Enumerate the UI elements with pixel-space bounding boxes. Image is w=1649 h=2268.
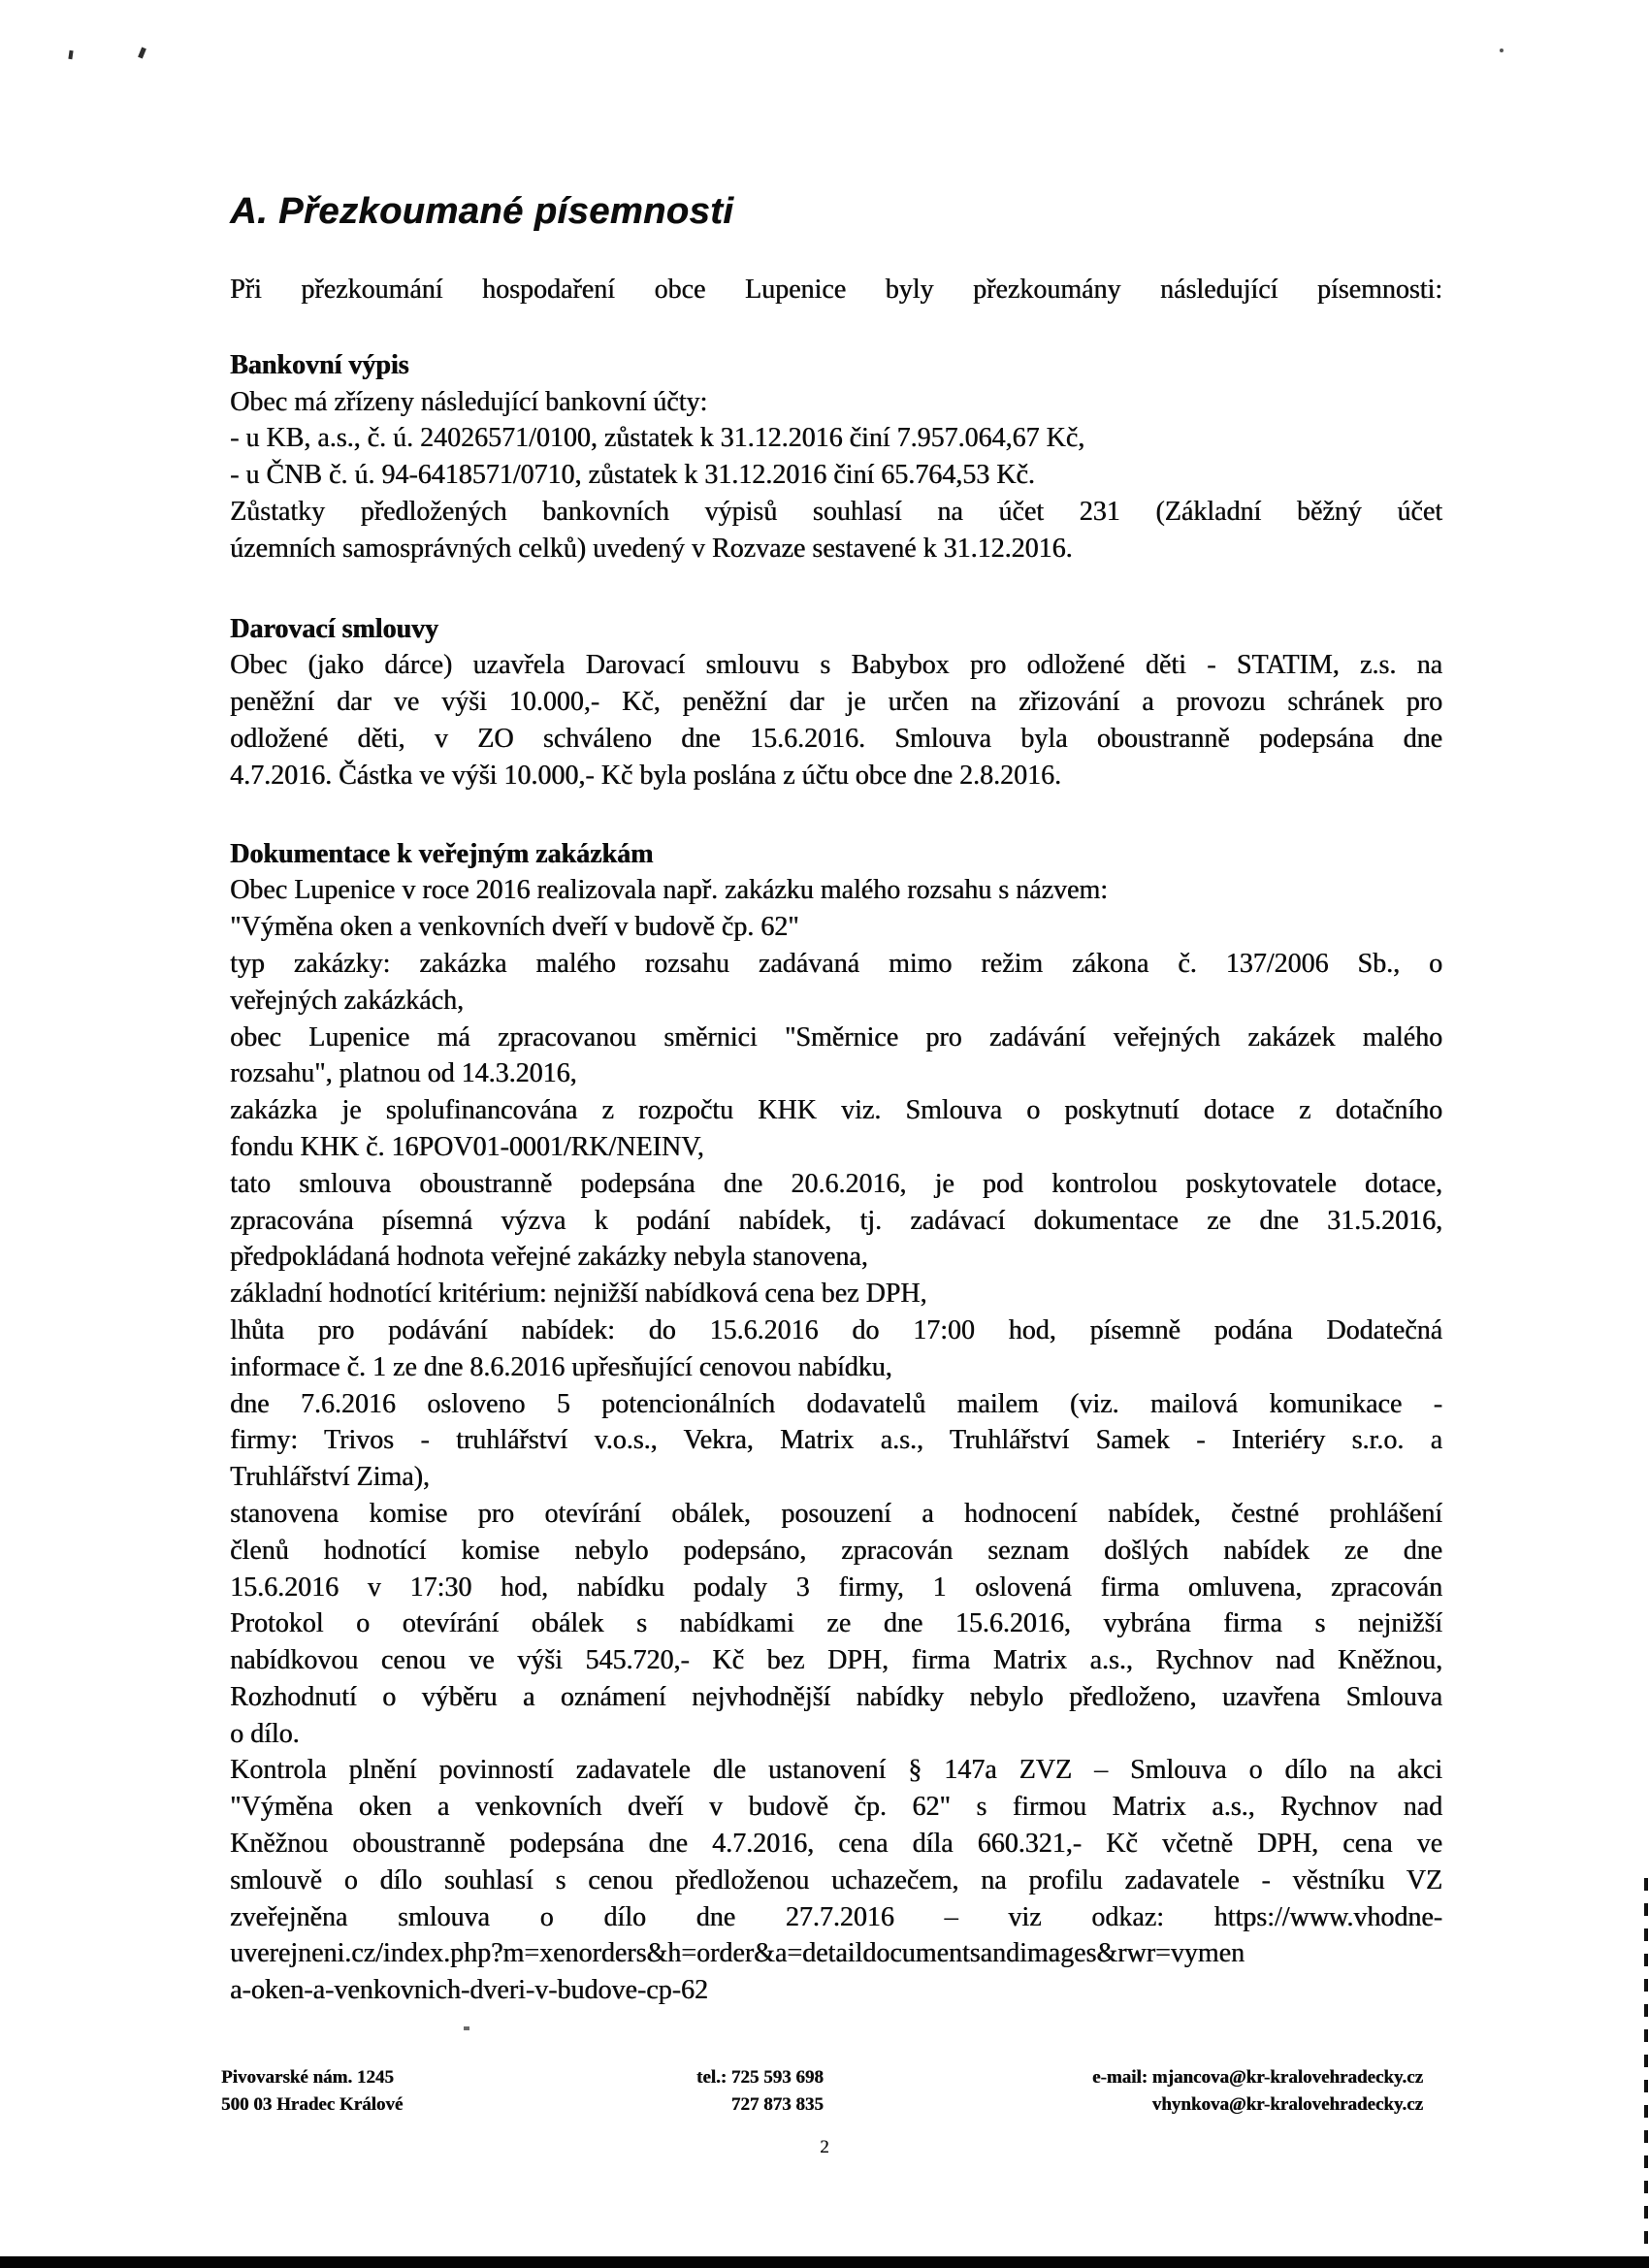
text-line: "Výměna oken a venkovních dveří v budově čp. 62" bbox=[230, 912, 799, 943]
text-line: typ zakázky: zakázka malého rozsahu zadávaná mimo režim zákona č. 137/2006 Sb., o bbox=[230, 948, 1442, 979]
section-lines bbox=[230, 384, 1442, 567]
text-line: uverejneni.cz/index.php?m=xenorders&h=order&a=detaildocumentsandimages&rwr=vymen bbox=[230, 1938, 1245, 1969]
text-line: tato smlouva oboustranně podepsána dne 20.6.2016, je pod kontrolou poskytovatele dotace, bbox=[230, 1168, 1442, 1199]
section-dokumentace-k-verejnym-zakazkam bbox=[230, 836, 1442, 2010]
text-line: smlouvě o dílo souhlasí s cenou předloženou uchazečem, na profilu zadavatele - věstníku VZ bbox=[230, 1864, 1442, 1895]
text-line: Rozhodnutí o výběru a oznámení nejvhodnější nabídky nebylo předloženo, uzavřena Smlouva bbox=[230, 1681, 1442, 1712]
text-line: obec Lupenice má zpracovanou směrnici "Směrnice pro zadávání veřejných zakázek malého bbox=[230, 1021, 1442, 1053]
footer-phone bbox=[696, 2064, 824, 2119]
text-line: předpokládaná hodnota veřejné zakázky nebyla stanovena, bbox=[230, 1242, 868, 1273]
text-line: o dílo. bbox=[230, 1718, 300, 1749]
text-line: dne 7.6.2016 osloveno 5 potencionálních dodavatelů mailem (viz. mailová komunikace - bbox=[230, 1388, 1442, 1419]
scan-speck bbox=[68, 50, 73, 59]
text-line: členů hodnotící komise nebylo podepsáno, zpracován seznam došlých nabídek ze dne bbox=[230, 1535, 1442, 1566]
document-body bbox=[230, 190, 1442, 2009]
text-line: 4.7.2016. Částka ve výši 10.000,- Kč byla poslána z účtu obce dne 2.8.2016. bbox=[230, 760, 1061, 791]
footer-phone-line2: 727 873 835 bbox=[730, 2094, 824, 2115]
section-heading: Darovací smlouvy bbox=[230, 613, 438, 644]
section-heading: Dokumentace k veřejným zakázkám bbox=[230, 838, 654, 869]
text-line: "Výměna oken a venkovních dveří v budově čp. 62" s firmou Matrix a.s., Rychnov nad bbox=[230, 1792, 1442, 1823]
text-line: Protokol o otevírání obálek s nabídkami ze dne 15.6.2016, vybrána firma s nejnižší bbox=[230, 1608, 1442, 1639]
scan-speck bbox=[1500, 49, 1504, 52]
text-line: zakázka je spolufinancována z rozpočtu KHK viz. Smlouva o poskytnutí dotace z dotačního bbox=[230, 1095, 1442, 1126]
text-line: informace č. 1 ze dne 8.6.2016 upřesňující cenovou nabídku, bbox=[230, 1351, 892, 1382]
page-number: 2 bbox=[820, 2137, 829, 2157]
text-line: Obec (jako dárce) uzavřela Darovací smlouvu s Babybox pro odložené děti - STATIM, z.s. na bbox=[230, 650, 1442, 681]
text-line: základní hodnotící kritérium: nejnižší nabídková cena bez DPH, bbox=[230, 1279, 927, 1310]
footer-email-line1: e-mail: mjancova@kr-kralovehradecky.cz bbox=[1092, 2067, 1423, 2088]
scan-speck bbox=[464, 2026, 469, 2030]
text-line: fondu KHK č. 16POV01-0001/RK/NEINV, bbox=[230, 1131, 704, 1162]
scan-artifact-dashed-edge bbox=[1644, 1878, 1648, 2256]
text-line: Obec Lupenice v roce 2016 realizovala např. zakázku malého rozsahu s názvem: bbox=[230, 875, 1108, 906]
footer-email bbox=[1092, 2064, 1423, 2119]
text-line: stanovena komise pro otevírání obálek, posouzení a hodnocení nabídek, čestné prohlášení bbox=[230, 1498, 1442, 1529]
text-line: 15.6.2016 v 17:30 hod, nabídku podaly 3 firmy, 1 oslovená firma omluvena, zpracován bbox=[230, 1571, 1442, 1603]
intro-paragraph: Při přezkoumání hospodaření obce Lupenice byly přezkoumány následující písemnosti: bbox=[230, 275, 1442, 305]
footer-address bbox=[221, 2064, 403, 2119]
section-darovaci-smlouvy bbox=[230, 611, 1442, 794]
footer-address-line2: 500 03 Hradec Králové bbox=[221, 2094, 404, 2115]
scan-speck bbox=[138, 47, 146, 58]
text-line: Obec má zřízeny následující bankovní účty: bbox=[230, 386, 708, 417]
document-title: A. Přezkoumané písemnosti bbox=[230, 191, 734, 232]
text-line: odložené děti, v ZO schváleno dne 15.6.2016. Smlouva byla oboustranně podepsána dne bbox=[230, 723, 1442, 754]
text-line: zpracována písemná výzva k podání nabídek, tj. zadávací dokumentace ze dne 31.5.2016, bbox=[230, 1205, 1442, 1236]
text-line: - u ČNB č. ú. 94-6418571/0710, zůstatek k 31.12.2016 činí 65.764,53 Kč. bbox=[230, 460, 1035, 491]
scan-artifact-bottom-bar bbox=[0, 2256, 1649, 2268]
text-line: Kontrola plnění povinností zadavatele dle ustanovení § 147a ZVZ – Smlouva o dílo na akci bbox=[230, 1755, 1442, 1786]
text-line: peněžní dar ve výši 10.000,- Kč, peněžní dar je určen na zřizování a provozu schránek pro bbox=[230, 687, 1442, 718]
text-line: a-oken-a-venkovnich-dveri-v-budove-cp-62 bbox=[230, 1975, 708, 2006]
section-heading: Bankovní výpis bbox=[230, 349, 409, 380]
section-lines bbox=[230, 872, 1442, 2009]
footer-address-line1: Pivovarské nám. 1245 bbox=[221, 2067, 394, 2088]
section-lines bbox=[230, 647, 1442, 794]
text-line: Truhlářství Zima), bbox=[230, 1462, 430, 1493]
section-bankovni-vypis bbox=[230, 347, 1442, 567]
footer-email-line2: vhynkova@kr-kralovehradecky.cz bbox=[1151, 2094, 1423, 2115]
text-line: - u KB, a.s., č. ú. 24026571/0100, zůstatek k 31.12.2016 činí 7.957.064,67 Kč, bbox=[230, 423, 1085, 454]
footer-phone-line1: tel.: 725 593 698 bbox=[696, 2067, 824, 2088]
text-line: Zůstatky předložených bankovních výpisů souhlasí na účet 231 (Základní běžný účet bbox=[230, 496, 1442, 527]
text-line: lhůta pro podávání nabídek: do 15.6.2016 do 17:00 hod, písemně podána Dodatečná bbox=[230, 1314, 1442, 1345]
text-line: firmy: Trivos - truhlářství v.o.s., Vekra, Matrix a.s., Truhlářství Samek - Interiéry s.r.o. a bbox=[230, 1425, 1442, 1456]
text-line: veřejných zakázkách, bbox=[230, 985, 464, 1016]
text-line: Kněžnou oboustranně podepsána dne 4.7.2016, cena díla 660.321,- Kč včetně DPH, cena ve bbox=[230, 1829, 1442, 1860]
text-line: zveřejněna smlouva o dílo dne 27.7.2016 – viz odkaz: https://www.vhodne- bbox=[230, 1901, 1442, 1932]
text-line: územních samosprávných celků) uvedený v Rozvaze sestavené k 31.12.2016. bbox=[230, 533, 1073, 564]
text-line: rozsahu", platnou od 14.3.2016, bbox=[230, 1058, 577, 1089]
text-line: nabídkovou cenou ve výši 545.720,- Kč bez DPH, firma Matrix a.s., Rychnov nad Kněžnou, bbox=[230, 1645, 1442, 1676]
